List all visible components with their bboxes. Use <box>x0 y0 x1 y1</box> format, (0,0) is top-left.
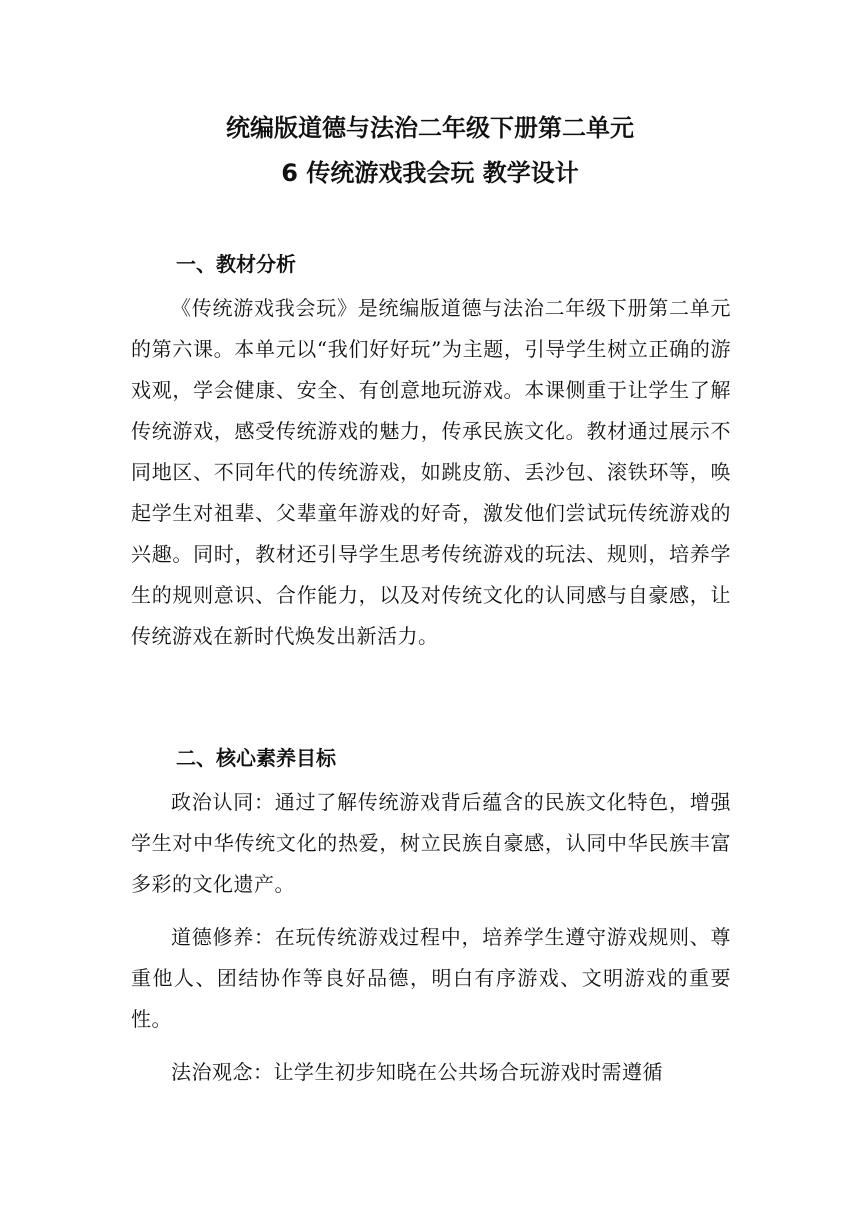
section-heading-textbook-analysis: 一、教材分析 <box>176 252 296 276</box>
paragraph-textbook-analysis: 《传统游戏我会玩》是统编版道德与法治二年级下册第二单元的第六课。本单元以“我们好好玩”为主题，引导学生树立正确的游戏观，学会健康、安全、有创意地玩游戏。本课侧重于让学生了解传统游戏，感受传统游戏的魅力，传承民族文化。教材通过展示不同地区、不同年代的传统游戏，如跳皮筋、丢沙包、滚铁环等，唤起学生对祖辈、父辈童年游戏的好奇，激发他们尝试玩传统游戏的兴趣。同时，教材还引导学生思考传统游戏的玩法、规则，培养学生的规则意识、合作能力，以及对传统文化的认同感与自豪感，让传统游戏在新时代焕发出新活力。 <box>131 296 731 648</box>
paragraph-moral-cultivation: 道德修养：在玩传统游戏过程中，培养学生遵守游戏规则、尊重他人、团结协作等良好品德，明白有序游戏、文明游戏的重要性。 <box>131 925 731 1031</box>
section-heading-core-goals: 二、核心素养目标 <box>176 746 336 770</box>
document-title-line-1: 统编版道德与法治二年级下册第二单元 <box>226 114 634 142</box>
paragraph-political-identity: 政治认同：通过了解传统游戏背后蕴含的民族文化特色，增强学生对中华传统文化的热爱，树立民族自豪感，认同中华民族丰富多彩的文化遗产。 <box>131 790 731 896</box>
paragraph-rule-of-law: 法治观念：让学生初步知晓在公共场合玩游戏时需遵循 <box>171 1060 663 1084</box>
document-title-line-2: 6 传统游戏我会玩 教学设计 <box>281 159 579 187</box>
